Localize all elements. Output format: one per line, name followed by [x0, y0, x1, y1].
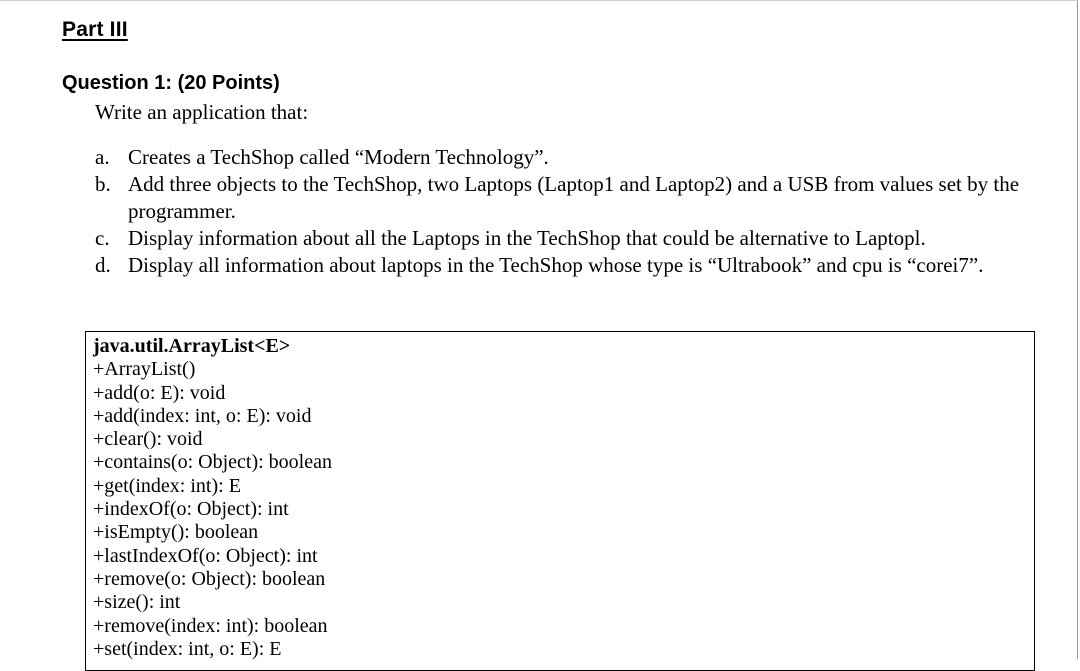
api-method: +get(index: int): E	[93, 474, 241, 497]
api-method: +contains(o: Object): boolean	[93, 451, 332, 474]
question-intro: Write an application that:	[95, 100, 309, 124]
task-marker: c.	[95, 226, 110, 250]
task-text: Creates a TechShop called “Modern Technology”.	[128, 145, 549, 169]
part-title: Part III	[62, 18, 128, 41]
task-marker: d.	[95, 253, 111, 277]
api-method: +remove(o: Object): boolean	[93, 567, 326, 590]
task-text: Add three objects to the TechShop, two Laptops (Laptop1 and Laptop2) and a USB from values set by the programmer.	[128, 172, 1020, 223]
api-method: +isEmpty(): boolean	[93, 521, 259, 544]
api-method: +lastIndexOf(o: Object): int	[93, 544, 318, 567]
api-method: +size(): int	[93, 591, 181, 614]
api-method: +set(index: int, o: E): E	[93, 637, 282, 660]
task-item-b	[95, 171, 1055, 225]
task-item-d	[95, 252, 1055, 279]
api-method: +add(index: int, o: E): void	[93, 404, 312, 427]
arraylist-api-box	[85, 331, 1035, 671]
question-title: Question 1: (20 Points)	[62, 72, 280, 94]
task-list	[95, 144, 1055, 279]
api-method: +indexOf(o: Object): int	[93, 498, 289, 521]
task-text: Display information about all the Laptops in the TechShop that could be alternative to Laptopl.	[128, 226, 926, 250]
api-method: +clear(): void	[93, 428, 203, 451]
api-method: +ArrayList()	[93, 358, 196, 381]
task-item-c	[95, 225, 1055, 252]
task-marker: a.	[95, 145, 110, 169]
api-method: +remove(index: int): boolean	[93, 614, 328, 637]
task-text: Display all information about laptops in the TechShop whose type is “Ultrabook” and cpu is “corei7”.	[128, 253, 984, 277]
task-marker: b.	[95, 172, 111, 196]
task-item-a	[95, 144, 1055, 171]
api-method: +add(o: E): void	[93, 381, 226, 404]
api-class-name: java.util.ArrayList<E>	[93, 335, 291, 357]
